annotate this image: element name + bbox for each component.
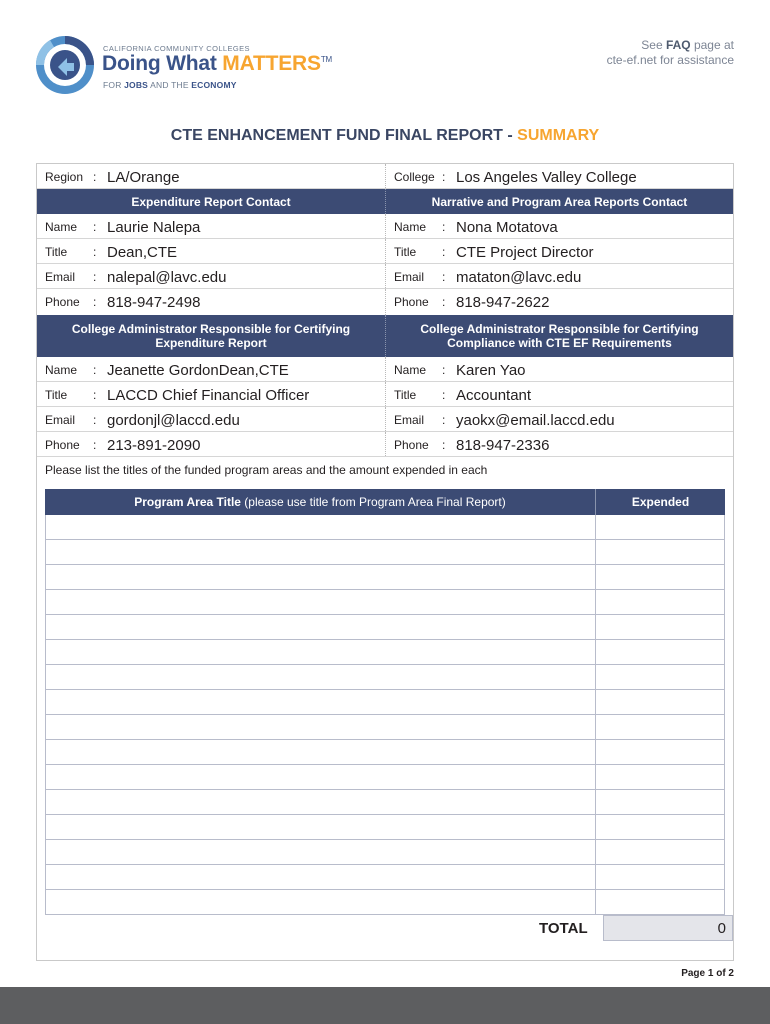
section-header-contacts — [37, 189, 733, 214]
expenditure-admin-email-field[interactable]: gordonjl@laccd.edu — [107, 412, 240, 429]
colon: : — [442, 438, 446, 452]
report-title: CTE ENHANCEMENT FUND FINAL REPORT - SUMMARY — [170, 127, 600, 144]
expenditure-contact-email-field[interactable]: nalepal@lavc.edu — [107, 269, 227, 286]
program-area-instructions: Please list the titles of the funded program areas and the amount expended in each — [45, 463, 488, 477]
expended-field[interactable] — [595, 815, 724, 839]
program-area-title-field[interactable] — [46, 615, 595, 639]
program-table-header — [45, 489, 725, 515]
table-row — [45, 615, 725, 640]
name-label: Name — [394, 363, 427, 377]
email-label: Email — [45, 413, 76, 427]
table-row — [45, 515, 725, 540]
total-label: TOTAL — [539, 920, 588, 937]
table-row — [45, 865, 725, 890]
colon: : — [442, 220, 446, 234]
table-row — [45, 640, 725, 665]
expenditure-admin-phone-field[interactable]: 213-891-2090 — [107, 437, 201, 454]
program-area-title-field[interactable] — [46, 840, 595, 864]
page-header — [0, 0, 770, 110]
colon: : — [442, 363, 446, 377]
expended-header: Expended — [595, 489, 725, 515]
table-row — [45, 590, 725, 615]
college-label: College — [394, 170, 435, 184]
colon: : — [93, 388, 97, 402]
program-area-title-field[interactable] — [46, 815, 595, 839]
narrative-contact-email-field[interactable]: mataton@lavc.edu — [456, 269, 582, 286]
program-area-title-field[interactable] — [46, 565, 595, 589]
brand-name: Doing What MATTERS™ — [102, 52, 332, 75]
colon: : — [442, 295, 446, 309]
college-field[interactable]: Los Angeles Valley College — [456, 169, 637, 186]
region-college-row — [37, 164, 733, 189]
table-row — [45, 540, 725, 565]
expended-field[interactable] — [595, 740, 724, 764]
compliance-admin-email-field[interactable]: yaokx@email.laccd.edu — [456, 412, 615, 429]
program-area-title-field[interactable] — [46, 765, 595, 789]
expenditure-contact-heading: Expenditure Report Contact — [131, 194, 291, 209]
title-label: Title — [45, 245, 68, 259]
phone-row — [37, 432, 733, 457]
program-area-title-header: Program Area Title (please use title from Program Area Final Report) — [134, 495, 506, 509]
expended-field[interactable] — [595, 515, 724, 539]
colon: : — [93, 270, 97, 284]
title-label: Title — [394, 388, 417, 402]
ccc-logo-icon — [34, 34, 96, 96]
expended-field[interactable] — [595, 640, 724, 664]
program-area-title-field[interactable] — [46, 665, 595, 689]
title-row — [37, 239, 733, 264]
title-row — [37, 382, 733, 407]
colon: : — [93, 413, 97, 427]
colon: : — [442, 413, 446, 427]
expended-field[interactable] — [595, 690, 724, 714]
expended-field[interactable] — [595, 790, 724, 814]
compliance-admin-phone-field[interactable]: 818-947-2336 — [456, 437, 550, 454]
table-row — [45, 665, 725, 690]
phone-label: Phone — [45, 438, 80, 452]
program-area-title-field[interactable] — [46, 590, 595, 614]
colon: : — [442, 270, 446, 284]
compliance-administrator-heading: College Administrator Responsible for Certifying Compliance with CTE EF Requirements — [385, 315, 733, 357]
phone-label: Phone — [394, 438, 429, 452]
compliance-admin-title-field[interactable]: Accountant — [456, 387, 532, 404]
colon: : — [93, 438, 97, 452]
expended-field[interactable] — [595, 840, 724, 864]
expended-field[interactable] — [595, 665, 724, 689]
email-label: Email — [45, 270, 76, 284]
table-row — [45, 890, 725, 915]
program-area-title-field[interactable] — [46, 515, 595, 539]
name-label: Name — [45, 220, 78, 234]
expended-field[interactable] — [595, 715, 724, 739]
program-area-title-field[interactable] — [46, 740, 595, 764]
program-area-title-field[interactable] — [46, 690, 595, 714]
report-form — [36, 163, 734, 961]
name-label: Name — [394, 220, 427, 234]
region-field[interactable]: LA/Orange — [107, 169, 180, 186]
program-area-title-field[interactable] — [46, 790, 595, 814]
table-row — [45, 790, 725, 815]
expenditure-administrator-heading: College Administrator Responsible for Certifying Expenditure Report — [71, 322, 351, 350]
table-row — [45, 740, 725, 765]
program-area-title-field[interactable] — [46, 640, 595, 664]
colon: : — [442, 388, 446, 402]
narrative-contact-name-field[interactable]: Nona Motatova — [456, 219, 558, 236]
compliance-admin-name-field[interactable]: Karen Yao — [456, 362, 526, 379]
phone-row — [37, 289, 733, 315]
expended-field[interactable] — [595, 565, 724, 589]
brand-tagline: FOR JOBS AND THE ECONOMY — [103, 80, 237, 90]
table-row — [45, 690, 725, 715]
table-row — [45, 715, 725, 740]
name-label: Name — [45, 363, 78, 377]
colon: : — [442, 245, 446, 259]
expended-field[interactable] — [595, 865, 724, 889]
colon: : — [93, 170, 97, 184]
expended-field[interactable] — [595, 765, 724, 789]
page-number: Page 1 of 2 — [681, 968, 734, 979]
section-header-administrators — [37, 315, 733, 357]
program-area-title-field[interactable] — [46, 865, 595, 889]
colon: : — [93, 295, 97, 309]
phone-label: Phone — [394, 295, 429, 309]
expenditure-contact-phone-field[interactable]: 818-947-2498 — [107, 294, 201, 311]
program-area-title-field[interactable] — [46, 715, 595, 739]
brand-top-line: CALIFORNIA COMMUNITY COLLEGES — [103, 44, 250, 53]
title-label: Title — [45, 388, 68, 402]
footer-bar — [0, 987, 770, 1024]
expended-field[interactable] — [595, 890, 724, 914]
narrative-contact-title-field[interactable]: CTE Project Director — [456, 244, 594, 261]
colon: : — [93, 220, 97, 234]
narrative-contact-phone-field[interactable]: 818-947-2622 — [456, 294, 550, 311]
expenditure-contact-title-field[interactable]: Dean,CTE — [107, 244, 178, 261]
total-field[interactable]: 0 — [603, 915, 733, 941]
name-row — [37, 357, 733, 382]
expended-field[interactable] — [595, 540, 724, 564]
program-area-title-field[interactable] — [46, 540, 595, 564]
table-row — [45, 840, 725, 865]
colon: : — [93, 245, 97, 259]
title-label: Title — [394, 245, 417, 259]
program-area-title-field[interactable] — [46, 890, 595, 914]
faq-note: See FAQ page at cte-ef.net for assistance — [606, 38, 734, 67]
expenditure-admin-title-field[interactable]: LACCD Chief Financial Officer — [107, 387, 310, 404]
narrative-contact-heading: Narrative and Program Area Reports Contact — [385, 189, 733, 214]
expenditure-contact-name-field[interactable]: Laurie Nalepa — [107, 219, 201, 236]
colon: : — [93, 363, 97, 377]
expended-field[interactable] — [595, 615, 724, 639]
table-row — [45, 815, 725, 840]
expenditure-admin-name-field[interactable]: Jeanette GordonDean,CTE — [107, 362, 289, 379]
table-row — [45, 565, 725, 590]
email-label: Email — [394, 413, 425, 427]
region-label: Region — [45, 170, 84, 184]
email-label: Email — [394, 270, 425, 284]
phone-label: Phone — [45, 295, 80, 309]
email-row — [37, 407, 733, 432]
email-row — [37, 264, 733, 289]
expended-field[interactable] — [595, 590, 724, 614]
table-row — [45, 765, 725, 790]
name-row — [37, 214, 733, 239]
colon: : — [442, 170, 446, 184]
